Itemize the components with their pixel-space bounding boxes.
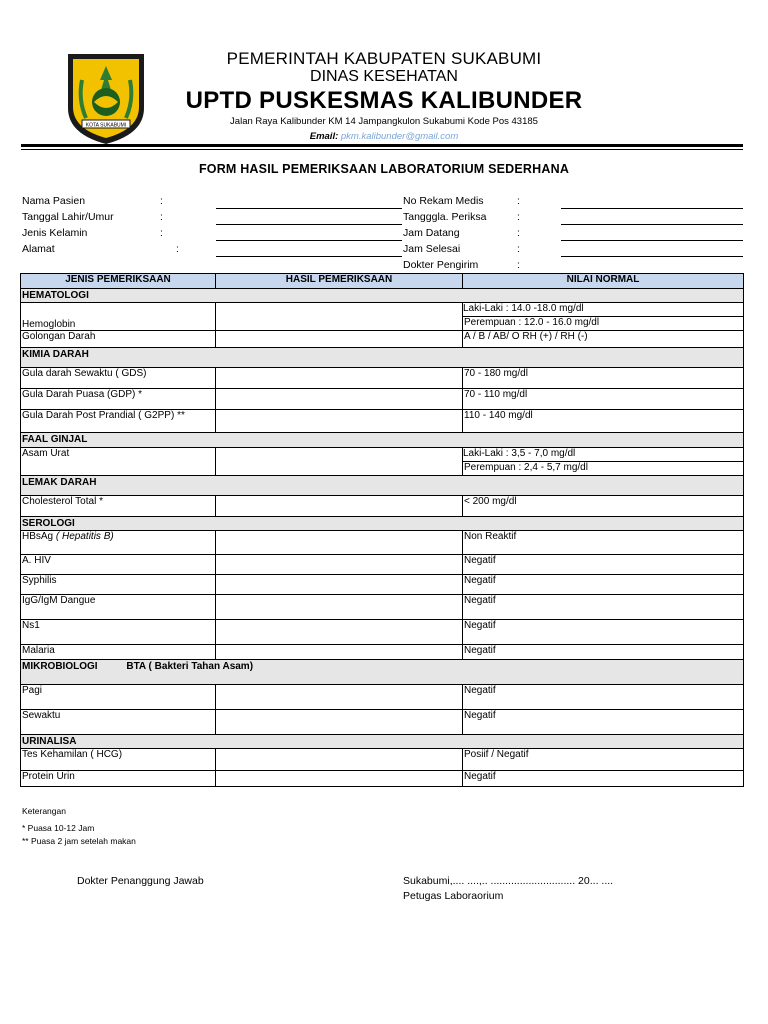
section-title: MIKROBIOLOGI — [22, 661, 98, 672]
result-cell[interactable] — [216, 575, 463, 595]
colon: : — [517, 227, 520, 239]
exam-name: IgG/IgM Dangue — [21, 595, 216, 620]
table-row — [21, 531, 744, 555]
normal-value: 70 - 180 mg/dl — [463, 368, 744, 389]
colon: : — [160, 211, 163, 223]
exam-name: Gula Darah Post Prandial ( G2PP) ** — [21, 410, 216, 433]
result-cell[interactable] — [216, 595, 463, 620]
header-hasil-pemeriksaan: HASIL PEMERIKSAAN — [216, 274, 463, 289]
section-row — [21, 735, 744, 749]
exam-name — [21, 531, 216, 555]
colon: : — [160, 195, 163, 207]
result-cell[interactable] — [216, 303, 463, 331]
table-row — [21, 620, 744, 645]
exam-name-text: HBsAg — [22, 531, 54, 542]
signature-lab-officer-label: Petugas Laboraorium — [403, 890, 504, 902]
government-name: PEMERINTAH KABUPATEN SUKABUMI — [226, 49, 542, 68]
result-cell[interactable] — [216, 331, 463, 348]
normal-value-cell — [463, 303, 744, 331]
label-nama-pasien: Nama Pasien — [22, 195, 86, 207]
institution-name: UPTD PUSKESMAS KALIBUNDER — [185, 87, 583, 114]
table-row — [21, 331, 744, 348]
result-cell[interactable] — [216, 410, 463, 433]
colon: : — [517, 243, 520, 255]
table-row — [21, 685, 744, 710]
table-row — [21, 555, 744, 575]
exam-name: Gula Darah Puasa (GDP) * — [21, 389, 216, 410]
normal-value: Negatif — [463, 771, 744, 787]
normal-value: Negatif — [463, 645, 744, 660]
normal-value: Negatif — [463, 710, 744, 735]
section-row — [21, 476, 744, 496]
exam-name: Tes Kehamilan ( HCG) — [21, 749, 216, 771]
exam-name: Golongan Darah — [21, 331, 216, 348]
table-row — [21, 771, 744, 787]
institution-email-line — [0, 131, 768, 142]
table-row — [21, 575, 744, 595]
colon: : — [517, 195, 520, 207]
normal-value: A / B / AB/ O RH (+) / RH (-) — [463, 331, 744, 348]
table-row — [21, 710, 744, 735]
note-fasting-2h: ** Puasa 2 jam setelah makan — [22, 836, 136, 846]
institution-address: Jalan Raya Kalibunder KM 14 Jampangkulon Sukabumi Kode Pos 43185 — [230, 116, 538, 127]
table-row — [21, 496, 744, 517]
section-row — [21, 517, 744, 531]
field-jam-selesai[interactable] — [561, 256, 743, 257]
section-row — [21, 433, 744, 448]
notes-title: Keterangan — [22, 806, 66, 816]
result-cell[interactable] — [216, 368, 463, 389]
result-cell[interactable] — [216, 749, 463, 771]
section-title: FAAL GINJAL — [21, 433, 744, 448]
normal-value: 70 - 110 mg/dl — [463, 389, 744, 410]
exam-name: Protein Urin — [21, 771, 216, 787]
label-alamat: Alamat — [22, 243, 55, 255]
result-cell[interactable] — [216, 531, 463, 555]
department-name: DINAS KESEHATAN — [310, 68, 458, 85]
header-jenis-pemeriksaan: JENIS PEMERIKSAAN — [21, 274, 216, 289]
table-header-row — [21, 274, 744, 289]
colon: : — [160, 227, 163, 239]
label-tanggal-lahir: Tanggal Lahir/Umur — [22, 211, 114, 223]
normal-value-male: Laki-Laki : 14.0 -18.0 mg/dl — [463, 303, 744, 317]
logo-banner-text: KOTA SUKABUMI — [85, 122, 127, 129]
section-row — [21, 348, 744, 368]
note-fasting-10-12: * Puasa 10-12 Jam — [22, 823, 95, 833]
field-nama-pasien[interactable] — [216, 208, 402, 209]
exam-name: Ns1 — [21, 620, 216, 645]
normal-value: Negatif — [463, 685, 744, 710]
exam-name-note: ( Hepatitis B) — [55, 531, 114, 542]
section-row — [21, 660, 744, 685]
label-dokter-pengirim: Dokter Pengirim — [403, 259, 479, 271]
exam-name: Pagi — [21, 685, 216, 710]
label-jam-selesai: Jam Selesai — [403, 243, 461, 255]
table-row — [21, 389, 744, 410]
header-divider-thin — [21, 149, 743, 150]
exam-name: Hemoglobin — [21, 303, 216, 331]
normal-value: Negatif — [463, 595, 744, 620]
label-tanggal-periksa: Tangggla. Periksa — [403, 211, 487, 223]
signature-place-date: Sukabumi,.... ....,.. ............................. 20... .... — [403, 875, 614, 887]
field-no-rekam-medis[interactable] — [561, 208, 743, 209]
section-title: URINALISA — [21, 735, 744, 749]
normal-value: Negatif — [463, 555, 744, 575]
field-jenis-kelamin[interactable] — [216, 240, 402, 241]
result-cell[interactable] — [216, 620, 463, 645]
exam-name: Sewaktu — [21, 710, 216, 735]
normal-value-male: Laki-Laki : 3,5 - 7,0 mg/dl — [463, 448, 744, 462]
section-subtitle: BTA ( Bakteri Tahan Asam) — [126, 661, 254, 672]
table-row — [21, 595, 744, 620]
table-row — [21, 645, 744, 660]
normal-value: < 200 mg/dl — [463, 496, 744, 517]
header-divider-thick — [21, 144, 743, 147]
email-label: Email: — [309, 131, 339, 142]
result-cell[interactable] — [216, 645, 463, 660]
exam-name: Cholesterol Total * — [21, 496, 216, 517]
section-title: LEMAK DARAH — [21, 476, 744, 496]
result-cell[interactable] — [216, 710, 463, 735]
lab-results-table — [20, 273, 744, 787]
normal-value-cell — [463, 448, 744, 476]
section-title: KIMIA DARAH — [21, 348, 744, 368]
normal-value: Negatif — [463, 620, 744, 645]
normal-value: 110 - 140 mg/dl — [463, 410, 744, 433]
signature-doctor-label: Dokter Penanggung Jawab — [77, 875, 204, 887]
exam-name: Asam Urat — [21, 448, 216, 476]
normal-value: Non Reaktif — [463, 531, 744, 555]
field-tanggal-periksa[interactable] — [561, 224, 743, 225]
section-row — [21, 289, 744, 303]
label-jam-datang: Jam Datang — [403, 227, 460, 239]
normal-value-female: Perempuan : 12.0 - 16.0 mg/dl — [464, 317, 600, 328]
colon: : — [176, 243, 179, 255]
colon: : — [517, 211, 520, 223]
normal-value: Negatif — [463, 575, 744, 595]
result-cell[interactable] — [216, 555, 463, 575]
table-row — [21, 368, 744, 389]
section-title-cell — [21, 660, 744, 685]
field-alamat[interactable] — [216, 256, 402, 257]
colon: : — [517, 259, 520, 271]
section-title: SEROLOGI — [21, 517, 744, 531]
table-row — [21, 410, 744, 433]
table-row — [21, 303, 744, 331]
normal-value: Posiif / Negatif — [463, 749, 744, 771]
table-row — [21, 749, 744, 771]
table-row — [21, 448, 744, 476]
header-nilai-normal: NILAI NORMAL — [463, 274, 744, 289]
section-title: HEMATOLOGI — [21, 289, 744, 303]
exam-name: Syphilis — [21, 575, 216, 595]
exam-name: Gula darah Sewaktu ( GDS) — [21, 368, 216, 389]
result-cell[interactable] — [216, 685, 463, 710]
result-cell[interactable] — [216, 448, 463, 476]
label-no-rekam-medis: No Rekam Medis — [403, 195, 484, 207]
exam-name: A. HIV — [21, 555, 216, 575]
result-cell[interactable] — [216, 771, 463, 787]
field-tanggal-lahir[interactable] — [216, 224, 402, 225]
normal-value-female: Perempuan : 2,4 - 5,7 mg/dl — [464, 462, 588, 473]
email-link[interactable]: pkm.kalibunder@gmail.com — [340, 131, 459, 142]
exam-name: Malaria — [21, 645, 216, 660]
label-jenis-kelamin: Jenis Kelamin — [22, 227, 88, 239]
form-title: FORM HASIL PEMERIKSAAN LABORATORIUM SEDERHANA — [198, 162, 570, 176]
field-jam-datang[interactable] — [561, 240, 743, 241]
result-cell[interactable] — [216, 389, 463, 410]
result-cell[interactable] — [216, 496, 463, 517]
